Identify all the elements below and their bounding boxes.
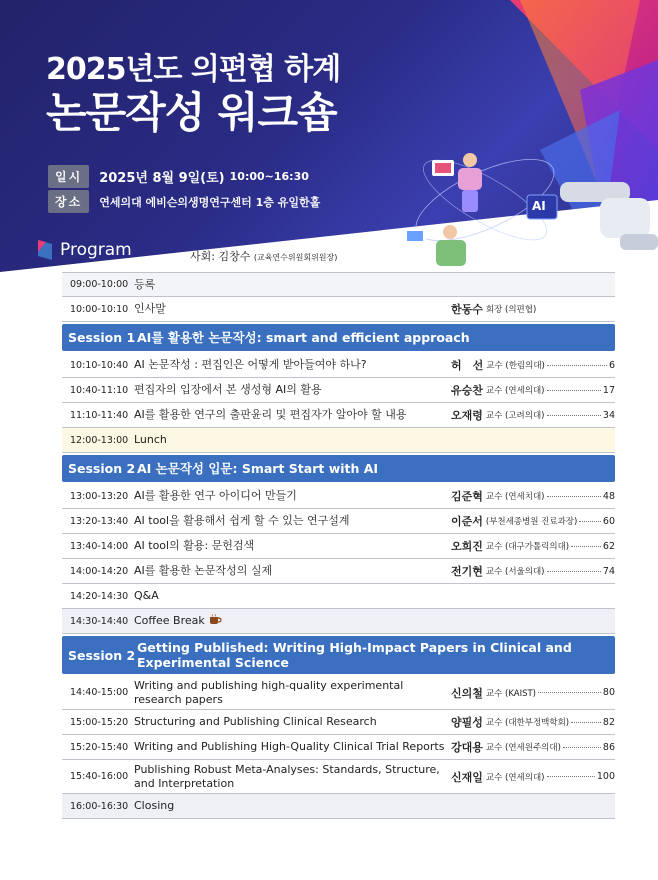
- leader-dots: [547, 365, 607, 366]
- program-title: Program: [60, 240, 132, 260]
- leader-dots: [563, 747, 601, 748]
- row-topic-text: 편집자의 입장에서 본 생성형 AI의 활용: [134, 383, 322, 396]
- schedule-row: [62, 760, 615, 794]
- row-topic-text: AI를 활용한 연구 아이디어 만들기: [134, 489, 297, 502]
- row-time: 14:30-14:40: [70, 615, 129, 627]
- row-speaker: [451, 769, 615, 785]
- row-time: 15:00-15:20: [70, 716, 129, 728]
- row-time: 13:00-13:20: [70, 490, 129, 502]
- schedule-row: [62, 584, 615, 609]
- row-time: 16:00-16:30: [70, 800, 129, 812]
- leader-dots: [571, 722, 601, 723]
- leader-dots: [571, 546, 601, 547]
- date-row: [48, 165, 309, 188]
- row-speaker: [451, 513, 615, 529]
- page-number: 74: [602, 565, 615, 577]
- row-topic: [134, 740, 451, 754]
- speaker-affiliation: 회장 (의편협): [485, 305, 537, 315]
- page-number: 17: [602, 384, 615, 396]
- program-logo-icon: [38, 240, 52, 260]
- session-header: [62, 636, 615, 674]
- speaker-name: 허 선: [451, 359, 484, 372]
- session-label: Session 1: [68, 330, 136, 345]
- speaker-name: 신의철: [451, 686, 483, 700]
- schedule-row: [62, 272, 615, 297]
- row-topic: [134, 763, 451, 791]
- row-topic: [134, 278, 451, 292]
- leader-dots: [547, 390, 601, 391]
- session-title: AI 논문작성 입문: Smart Start with AI: [137, 461, 379, 476]
- leader-dots: [538, 692, 601, 693]
- row-speaker: [451, 563, 615, 579]
- row-speaker: [451, 357, 615, 373]
- speaker-name: 양필성: [451, 716, 483, 729]
- session-header: [62, 455, 615, 482]
- row-topic-text: Publishing Robust Meta-Analyses: Standards, Structure, and Interpretation: [134, 762, 440, 790]
- row-time: 12:00-13:00: [70, 434, 129, 446]
- row-speaker: [451, 714, 615, 730]
- row-topic: [134, 358, 451, 372]
- moderator: [190, 248, 337, 264]
- speaker-affiliation: 교수 (대한부정맥학회): [485, 718, 570, 728]
- speaker-affiliation: 교수 (연세원주의대): [485, 743, 561, 753]
- row-time: 10:10-10:40: [70, 359, 129, 371]
- row-time: 13:20-13:40: [70, 515, 129, 527]
- speaker-name: 한동수: [451, 303, 483, 316]
- speaker-affiliation: 교수 (서울의대): [485, 567, 545, 577]
- session-label: Session 2: [68, 461, 136, 476]
- row-topic: [134, 383, 451, 397]
- row-topic-text: AI를 활용한 논문작성의 실제: [134, 564, 273, 577]
- row-topic-text: AI tool의 활용: 문헌검색: [134, 539, 255, 552]
- schedule-table: [62, 272, 615, 819]
- speaker-affiliation: 교수 (연세의대): [485, 772, 545, 783]
- row-speaker: [451, 407, 615, 423]
- speaker-name: 김준혁: [451, 490, 483, 503]
- row-speaker: [451, 739, 615, 755]
- row-topic: [134, 564, 451, 578]
- row-time: 10:40-11:10: [70, 384, 129, 396]
- row-topic-text: Structuring and Publishing Clinical Research: [134, 715, 377, 728]
- row-time: 10:00-10:10: [70, 303, 129, 315]
- speaker-name: 신재일: [451, 770, 483, 784]
- session-title: Getting Published: Writing High-Impact Papers in Clinical and Experimental Science: [137, 640, 572, 670]
- row-topic-text: Lunch: [134, 433, 167, 446]
- page-number: 80: [602, 687, 615, 698]
- row-time: 15:40-16:00: [70, 771, 129, 782]
- speaker-name: 이준서: [451, 515, 483, 528]
- title-line-2: 논문작성 워크숍: [46, 88, 337, 137]
- row-speaker: [451, 538, 615, 554]
- schedule-row: [62, 710, 615, 735]
- row-topic: [134, 715, 451, 729]
- session-title: AI를 활용한 논문작성: smart and efficient approach: [137, 330, 470, 345]
- row-topic-text: AI를 활용한 연구의 출판윤리 및 편집자가 알아야 할 내용: [134, 408, 407, 421]
- row-speaker: [451, 382, 615, 398]
- row-time: 14:40-15:00: [70, 687, 129, 698]
- row-topic: [134, 514, 451, 528]
- speaker-name: 강대용: [451, 741, 483, 754]
- speaker-affiliation: 교수 (고려의대): [485, 411, 545, 421]
- place-row: [48, 190, 320, 213]
- row-topic-text: 인사말: [134, 302, 166, 315]
- row-topic-text: 등록: [134, 277, 156, 291]
- row-topic: [134, 539, 451, 553]
- title-line-1: 2025년도 의편협 하계: [46, 52, 341, 87]
- speaker-affiliation: 교수 (연세치대): [485, 492, 545, 502]
- row-time: 11:10-11:40: [70, 409, 129, 421]
- speaker-affiliation: 교수 (한림의대): [486, 361, 545, 371]
- row-topic: [134, 433, 451, 447]
- place-label: 장소: [48, 190, 89, 213]
- schedule-row: [62, 484, 615, 509]
- schedule-row: [62, 297, 615, 322]
- speaker-name: 유승찬: [451, 384, 483, 397]
- ai-badge: AI: [532, 199, 546, 213]
- leader-dots: [547, 496, 601, 497]
- program-heading: [38, 240, 132, 260]
- page-number: 100: [596, 771, 615, 782]
- speaker-affiliation: 교수 (대구가톨릭의대): [485, 542, 570, 552]
- schedule-row: [62, 534, 615, 559]
- row-topic: [134, 799, 451, 813]
- speaker-name: 전기현: [451, 565, 483, 578]
- page-number: 48: [602, 490, 615, 502]
- schedule-row: [62, 403, 615, 428]
- schedule-row: [62, 794, 615, 819]
- page-number: 86: [602, 741, 615, 753]
- session-header: [62, 324, 615, 351]
- page-number: 62: [602, 540, 615, 552]
- time-text: 10:00~16:30: [229, 170, 309, 183]
- row-topic: [134, 589, 451, 603]
- row-topic: [134, 489, 451, 503]
- speaker-affiliation: (부천세종병원 진료과장): [485, 517, 578, 527]
- schedule-row: [62, 428, 615, 453]
- row-topic-text: Writing and publishing high-quality experimental research papers: [134, 678, 404, 706]
- hero-banner: [0, 0, 658, 272]
- place-text: 연세의대 에비슨의생명연구센터 1층 유일한홀: [99, 195, 321, 209]
- row-time: 15:20-15:40: [70, 741, 129, 753]
- row-topic-text: AI 논문작성 : 편집인은 어떻게 받아들여야 하나?: [134, 358, 367, 371]
- page-number: 34: [602, 409, 615, 421]
- date-text: 2025년 8월 9일(토): [99, 171, 225, 186]
- leader-dots: [579, 521, 601, 522]
- session-label: Session 2: [68, 647, 136, 663]
- row-time: 09:00-10:00: [70, 279, 129, 290]
- row-topic: [134, 302, 451, 316]
- schedule-row: [62, 509, 615, 534]
- row-topic-text: AI tool을 활용해서 쉽게 할 수 있는 연구설계: [134, 514, 350, 527]
- speaker-affiliation: 교수 (연세의대): [485, 386, 545, 396]
- page-number: 82: [602, 716, 615, 728]
- schedule-row: [62, 353, 615, 378]
- leader-dots: [547, 776, 595, 777]
- schedule-row: [62, 676, 615, 710]
- row-speaker: [451, 488, 615, 504]
- row-speaker: [451, 301, 615, 317]
- schedule-row: [62, 378, 615, 403]
- row-topic-text: Q&A: [134, 589, 159, 602]
- row-time: 13:40-14:00: [70, 540, 129, 552]
- page-number: 60: [602, 515, 615, 527]
- row-topic-text: Coffee Break: [134, 614, 205, 627]
- row-time: 14:20-14:30: [70, 590, 129, 602]
- row-topic-text: Writing and Publishing High-Quality Clinical Trial Reports: [134, 740, 445, 753]
- row-topic: [134, 679, 451, 707]
- row-speaker: [451, 685, 615, 701]
- row-time: 14:00-14:20: [70, 565, 129, 577]
- row-topic: [134, 408, 451, 422]
- row-topic-text: Closing: [134, 799, 175, 812]
- leader-dots: [547, 415, 601, 416]
- schedule-row: [62, 609, 615, 634]
- moderator-label: 사회: 김창수: [190, 250, 251, 263]
- speaker-affiliation: 교수 (KAIST): [485, 688, 536, 699]
- schedule-row: [62, 559, 615, 584]
- date-label: 일시: [48, 165, 89, 188]
- moderator-role: (교육연수위원회위원장): [253, 253, 338, 262]
- leader-dots: [547, 571, 601, 572]
- coffee-cup-icon: [209, 614, 222, 625]
- row-topic: [134, 614, 451, 628]
- speaker-name: 오재령: [451, 409, 483, 422]
- schedule-row: [62, 735, 615, 760]
- speaker-name: 오희진: [451, 540, 483, 553]
- page-number: 6: [608, 359, 615, 371]
